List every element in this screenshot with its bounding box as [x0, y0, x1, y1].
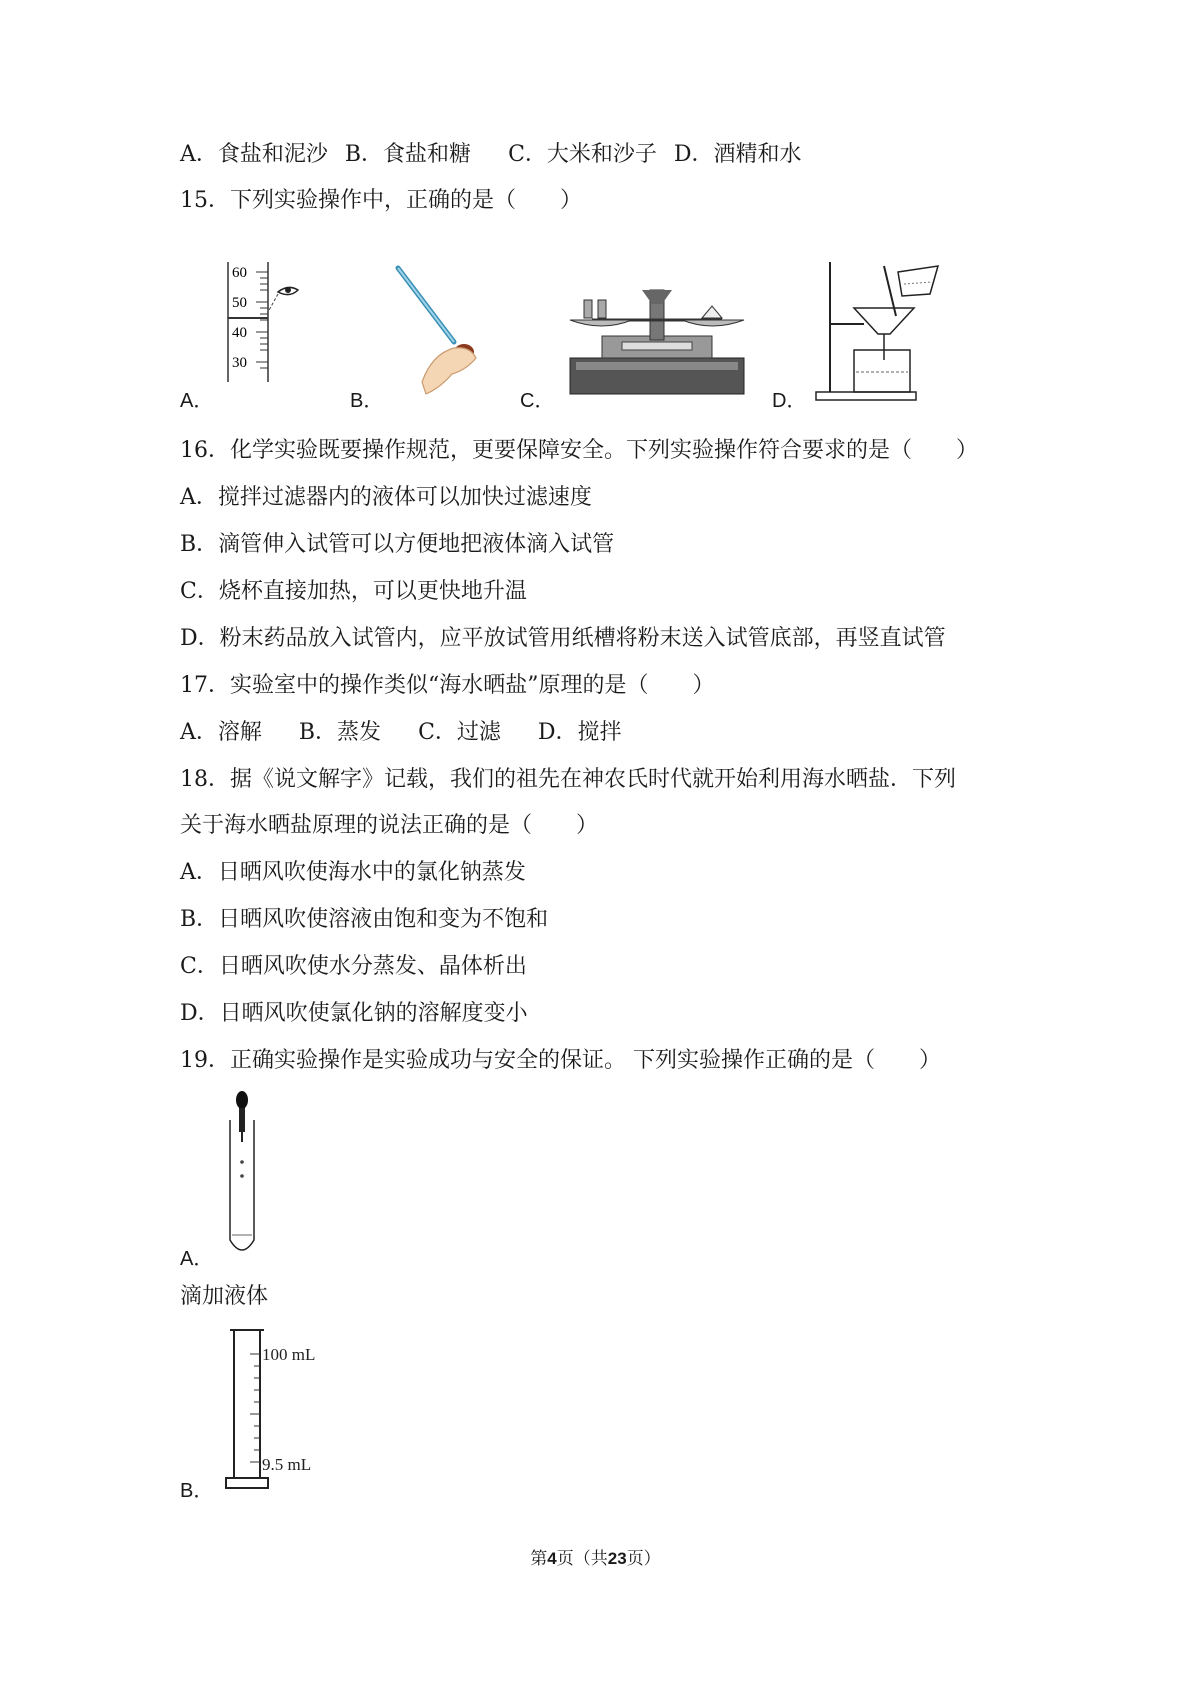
q15-label-a: A． — [180, 390, 214, 412]
q19-figure-b-graduated-cylinder — [222, 1328, 342, 1493]
q14-option-c: C．大米和沙子 — [508, 142, 657, 167]
q17-option-c: C．过滤 — [418, 720, 501, 745]
eye-icon — [268, 287, 298, 312]
q19-cylinder-top-label: 100 mL — [262, 1345, 316, 1364]
q16-option-b: B．滴管伸入试管可以方便地把液体滴入试管 — [180, 532, 615, 557]
q17-options — [180, 718, 622, 748]
footer-prefix: 第 — [530, 1549, 548, 1569]
footer-page-number: 4 — [547, 1549, 557, 1568]
q19-cylinder-bottom-label: 9.5 mL — [262, 1455, 312, 1474]
q15-figA-tick-30: 30 — [232, 355, 247, 371]
q18-option-d: D．日晒风吹使氯化钠的溶解度变小 — [180, 1001, 528, 1026]
q19-stem: 19．正确实验操作是实验成功与安全的保证。 下列实验操作正确的是（ ） — [180, 1048, 941, 1073]
q16-option-d: D．粉末药品放入试管内，应平放试管用纸槽将粉末送入试管底部，再竖直试管 — [180, 626, 946, 651]
q16-option-c: C．烧杯直接加热，可以更快地升温 — [180, 579, 527, 604]
q17-stem: 17．实验室中的操作类似“海水晒盐”原理的是（ ） — [180, 673, 715, 698]
q15-label-c: C． — [520, 390, 555, 412]
q14-option-b: B．食盐和糖 — [344, 142, 472, 167]
q15-figure-d-filtration — [814, 260, 954, 405]
q18-option-c: C．日晒风吹使水分蒸发、晶体析出 — [180, 954, 527, 979]
q15-stem: 15．下列实验操作中，正确的是（ ） — [180, 188, 582, 213]
q16-stem: 16．化学实验既要操作规范，更要保障安全。下列实验操作符合要求的是（ ） — [180, 438, 978, 463]
q17-option-d: D．搅拌 — [537, 720, 622, 745]
q15-label-b: B． — [350, 390, 384, 412]
q19-label-b: B． — [180, 1480, 214, 1502]
q15-figure-b-dropper — [392, 262, 492, 402]
q15-label-d: D． — [772, 390, 807, 412]
q15-figA-tick-50: 50 — [232, 295, 247, 311]
q15-figure-c-balance — [562, 280, 752, 400]
q19-figure-a-test-tube — [222, 1090, 262, 1258]
q17-option-b: B．蒸发 — [298, 720, 382, 745]
q18-stem-line1: 18．据《说文解字》记载，我们的祖先在神农氏时代就开始利用海水晒盐．下列 — [180, 767, 956, 792]
q15-figure-a-cylinder-reading — [210, 262, 310, 382]
q18-stem-line2: 关于海水晒盐原理的说法正确的是（ ） — [180, 813, 599, 838]
q18-option-b: B．日晒风吹使溶液由饱和变为不饱和 — [180, 907, 549, 932]
q17-option-a: A．溶解 — [180, 720, 262, 745]
q14-options — [180, 140, 802, 170]
q15-figA-tick-60: 60 — [232, 265, 247, 281]
q19-label-a: A． — [180, 1248, 214, 1270]
q19-caption-a: 滴加液体 — [180, 1284, 269, 1309]
q18-option-a: A．日晒风吹使海水中的氯化钠蒸发 — [180, 860, 526, 885]
q16-option-a: A．搅拌过滤器内的液体可以加快过滤速度 — [180, 485, 592, 510]
footer-total-pages: 23 — [607, 1549, 627, 1568]
q14-option-a: A．食盐和泥沙 — [180, 142, 328, 167]
q15-figA-tick-40: 40 — [232, 325, 247, 341]
page-footer — [0, 1544, 1191, 1569]
footer-middle: 页（共 — [556, 1549, 608, 1569]
footer-suffix: 页） — [626, 1549, 661, 1569]
q14-option-d: D．酒精和水 — [673, 142, 802, 167]
